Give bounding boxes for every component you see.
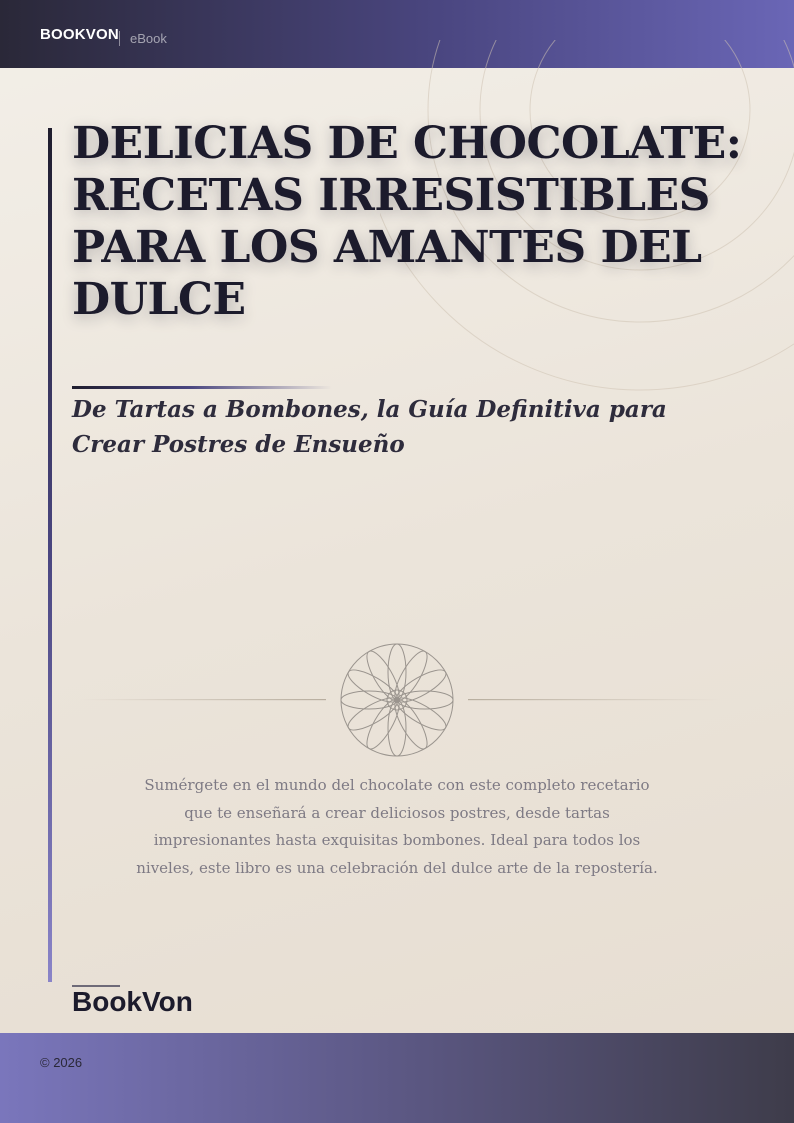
- book-subtitle: De Tartas a Bombones, la Guía Definitiva para Crear Postres de Ensueño: [72, 396, 667, 458]
- publisher-name: BookVon: [72, 986, 193, 1017]
- book-title: DELICIAS DE CHOCOLATE: RECETAS IRRESISTIBLES PARA LOS AMANTES DEL DULCE: [72, 118, 742, 325]
- vertical-accent-bar: [48, 128, 52, 982]
- format-tag: eBook: [130, 31, 167, 46]
- subtitle-divider: [72, 386, 332, 389]
- rosette-ornament-icon: [80, 640, 720, 760]
- brand-logo-text: BOOKVON: [40, 26, 119, 43]
- brand-separator: [119, 31, 120, 46]
- bottom-banner: [0, 1033, 794, 1123]
- copyright-notice: © 2026: [40, 1055, 83, 1070]
- book-description: Sumérgete en el mundo del chocolate con este completo recetario que te enseñará a crear deliciosos postres, desde tartas impresionantes hasta exquisitas bombones. Ideal para todos los niveles, este libro es una celebración del dulce arte de la repostería.: [136, 776, 658, 877]
